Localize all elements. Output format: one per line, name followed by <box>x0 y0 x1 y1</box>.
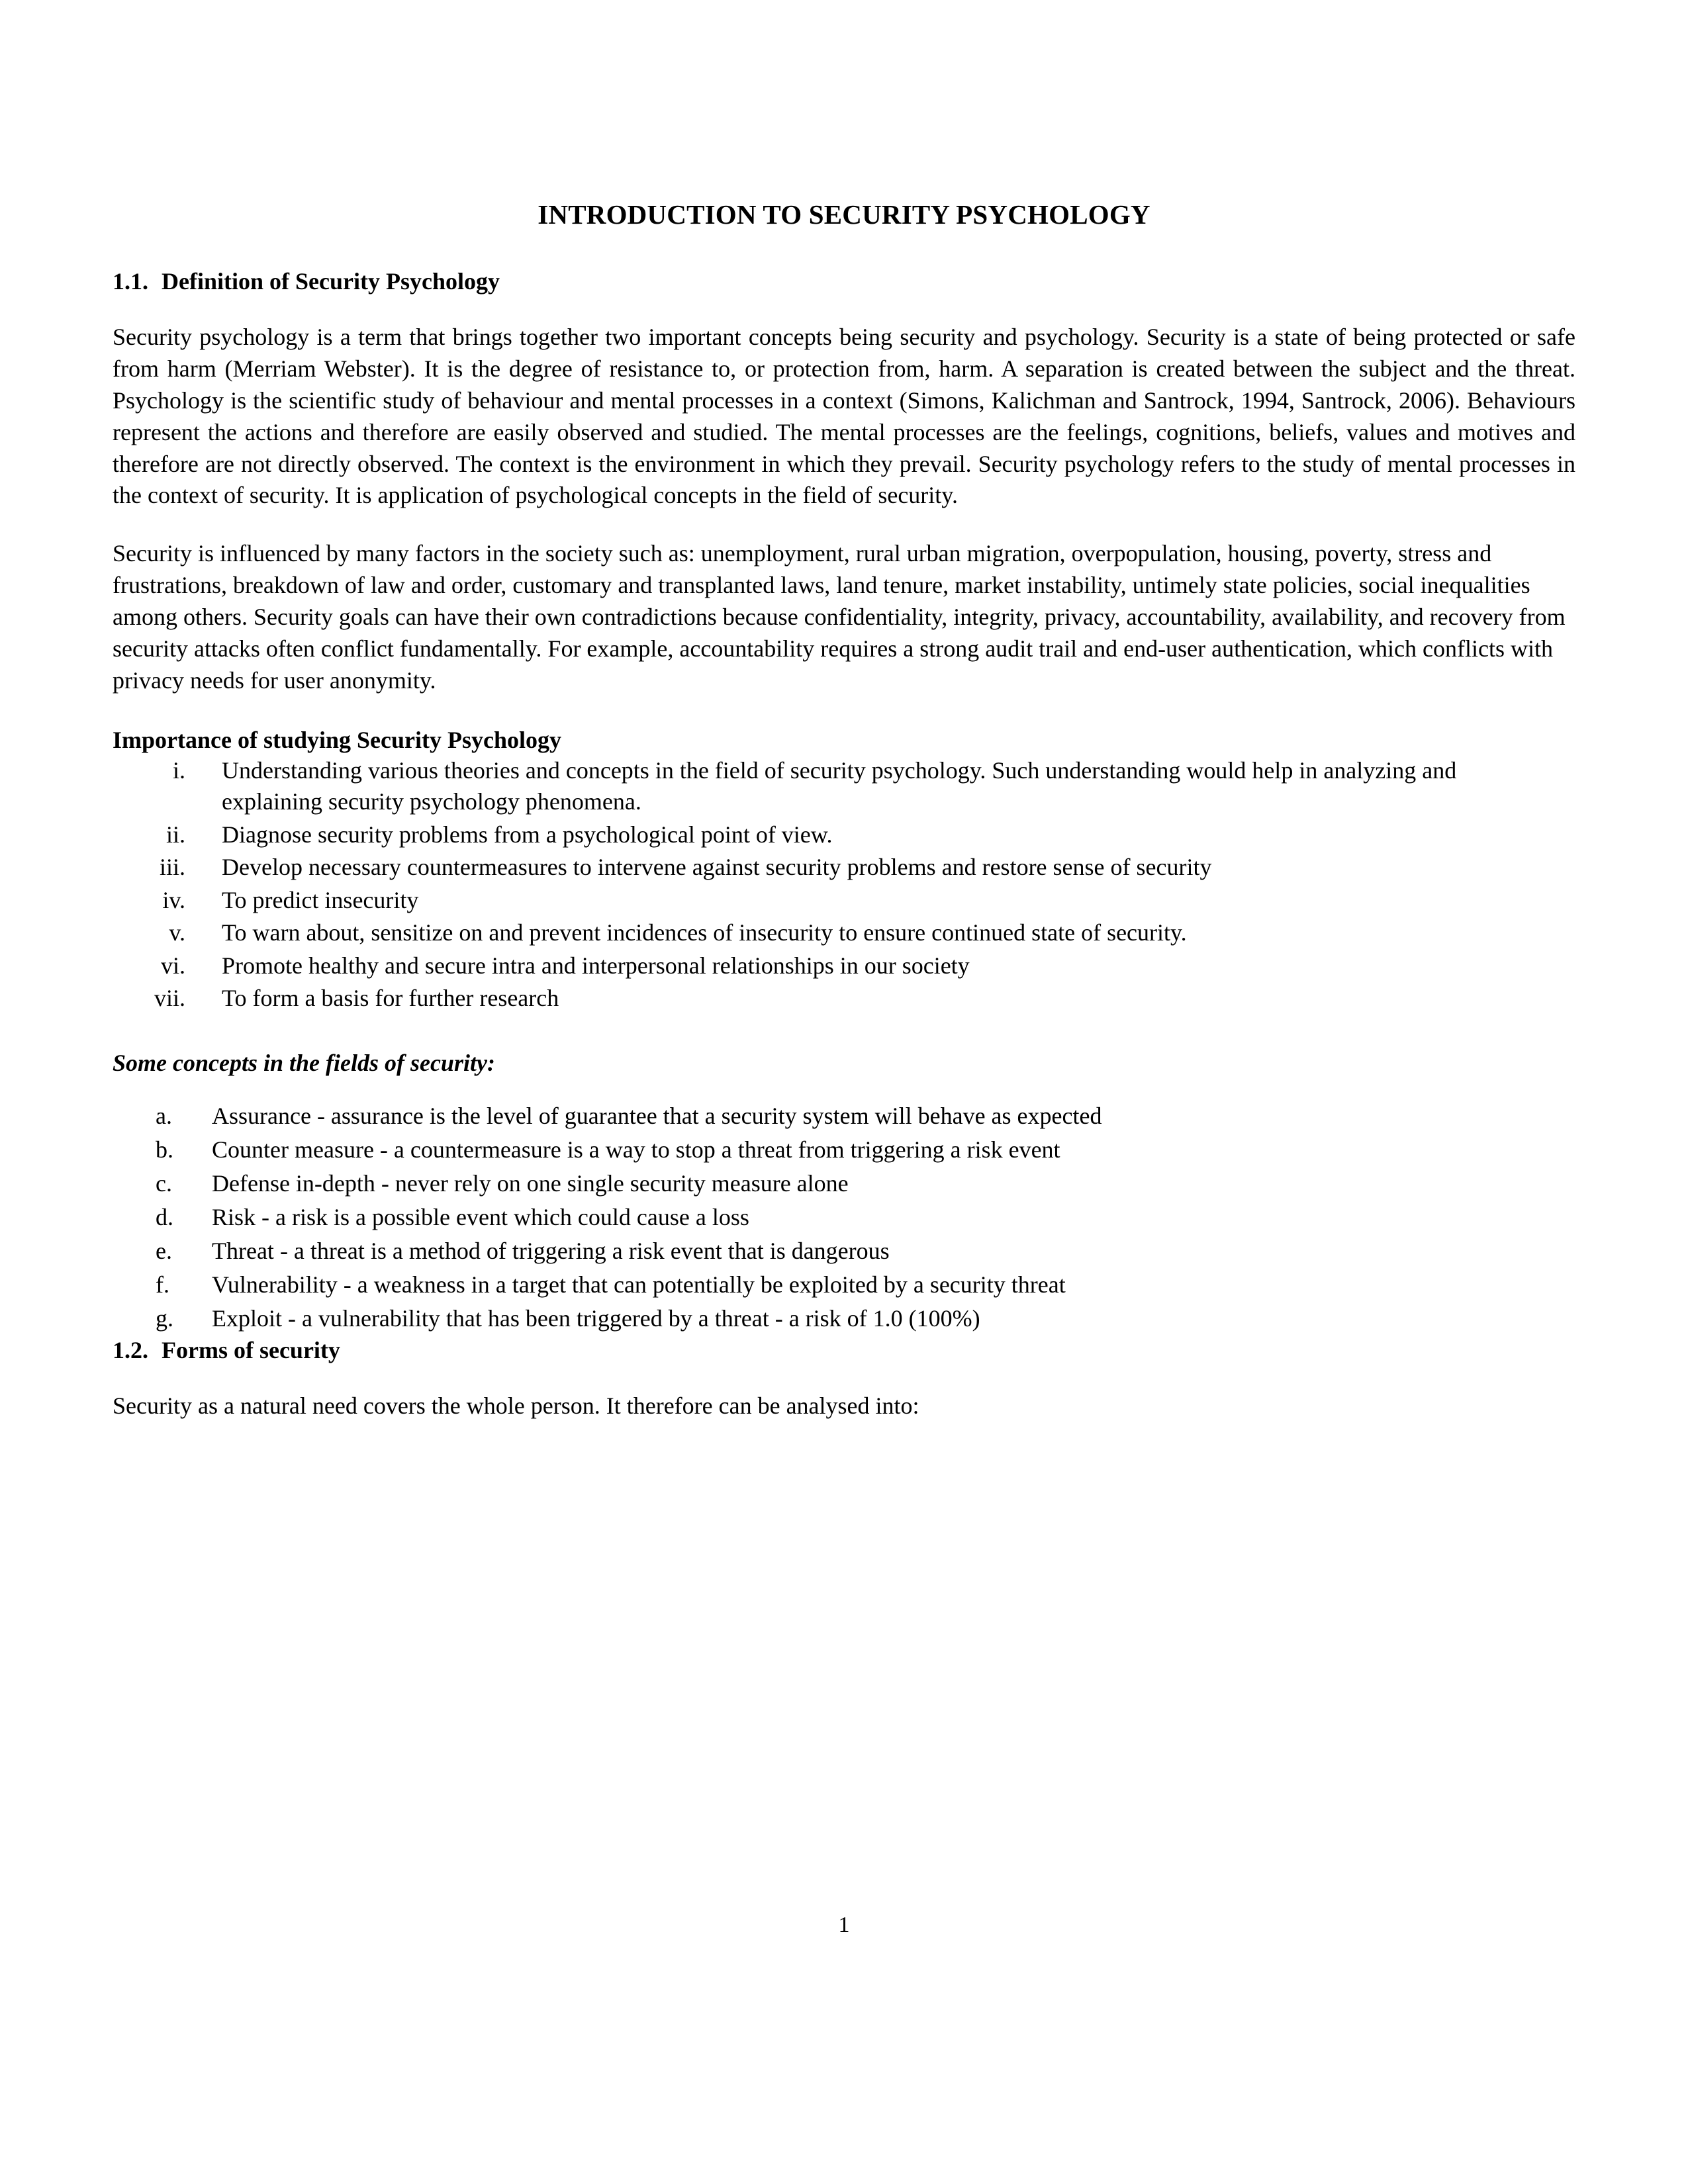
list-item <box>113 1167 1575 1201</box>
list-marker: c. <box>156 1169 172 1197</box>
concepts-heading: Some concepts in the fields of security: <box>113 1049 495 1076</box>
list-text: Understanding various theories and concepts in the field of security psychology. Such understanding would help in analyzing and explaining security psychology phenomena. <box>222 756 1457 815</box>
section-heading-1-2 <box>113 1336 1575 1364</box>
list-item <box>113 852 1575 884</box>
section-number-1-1: 1.1. <box>113 268 148 295</box>
list-text: Risk - a risk is a possible event which could cause a loss <box>212 1204 749 1231</box>
list-text: Counter measure - a countermeasure is a way to stop a threat from triggering a risk event <box>212 1136 1060 1163</box>
list-marker: iii. <box>159 854 185 881</box>
paragraph-definition: Security psychology is a term that brings together two important concepts being security and psychology. Security is a state of being protected or safe from harm (Merriam Webster). It is the degree of resistance to, or protection from, harm. A separation is created between the subject and the threat. Psychology is the scientific study of behaviour and mental processes in a context (Simons, Kalichman and Santrock, 1994, Santrock, 2006). Behaviours represent the actions and therefore are easily observed and studied. The mental processes are the feelings, cognitions, beliefs, values and motives and therefore are not directly observed. The context is the environment in which they prevail. Security psychology refers to the study of mental processes in the context of security. It is application of psychological concepts in the field of security. <box>113 324 1575 509</box>
page-number: 1 <box>838 1913 850 1937</box>
importance-heading: Importance of studying Security Psychology <box>113 726 561 753</box>
list-marker: vi. <box>160 952 185 979</box>
list-item <box>113 755 1575 818</box>
list-item <box>113 1302 1575 1336</box>
list-text: Exploit - a vulnerability that has been triggered by a threat - a risk of 1.0 (100%) <box>212 1305 980 1332</box>
list-text: To warn about, sensitize on and prevent incidences of insecurity to ensure continued state of security. <box>222 919 1187 946</box>
paragraph-forms-intro: Security as a natural need covers the whole person. It therefore can be analysed into: <box>113 1392 919 1419</box>
section-heading-text-1-2: Forms of security <box>162 1336 340 1363</box>
list-item <box>113 819 1575 851</box>
section-heading-1-1 <box>113 267 1575 295</box>
list-marker: ii. <box>165 821 185 848</box>
list-marker: v. <box>169 919 185 946</box>
list-item <box>113 983 1575 1015</box>
list-marker: a. <box>156 1102 172 1129</box>
list-marker: f. <box>156 1271 169 1298</box>
list-item <box>113 1268 1575 1302</box>
importance-list <box>113 755 1575 1015</box>
paragraph-factors: Security is influenced by many factors in the society such as: unemployment, rural urban migration, overpopulation, housing, poverty, stress and frustrations, breakdown of law and order, customary and transplanted laws, land tenure, market instability, untimely state policies, social inequalities among others. Security goals can have their own contradictions because confidentiality, integrity, privacy, accountability, availability, and recovery from security attacks often conflict fundamentally. For example, accountability requires a strong audit trail and end-user authentication, which conflicts with privacy needs for user anonymity. <box>113 540 1566 694</box>
list-item <box>113 1201 1575 1234</box>
list-marker: iv. <box>162 886 185 913</box>
section-heading-text-1-1: Definition of Security Psychology <box>162 268 500 295</box>
list-text: Develop necessary countermeasures to intervene against security problems and restore sense of security <box>222 854 1212 881</box>
list-marker: b. <box>156 1136 173 1163</box>
list-text: Defense in-depth - never rely on one single security measure alone <box>212 1169 849 1197</box>
list-item <box>113 950 1575 982</box>
list-marker: i. <box>172 756 185 784</box>
concepts-list <box>113 1099 1575 1336</box>
list-item <box>113 1133 1575 1167</box>
list-text: Diagnose security problems from a psychological point of view. <box>222 821 833 848</box>
list-item <box>113 885 1575 917</box>
list-text: Threat - a threat is a method of triggering a risk event that is dangerous <box>212 1238 890 1265</box>
list-marker: e. <box>156 1238 172 1265</box>
list-text: Vulnerability - a weakness in a target that can potentially be exploited by a security threat <box>212 1271 1066 1298</box>
list-marker: g. <box>156 1305 173 1332</box>
page-title: INTRODUCTION TO SECURITY PSYCHOLOGY <box>538 199 1150 230</box>
list-marker: d. <box>156 1204 173 1231</box>
list-item <box>113 917 1575 949</box>
list-marker: vii. <box>154 985 185 1012</box>
list-text: To predict insecurity <box>222 886 419 913</box>
list-item <box>113 1234 1575 1268</box>
list-item <box>113 1099 1575 1133</box>
list-text: To form a basis for further research <box>222 985 559 1012</box>
list-text: Promote healthy and secure intra and interpersonal relationships in our society <box>222 952 970 979</box>
section-number-1-2: 1.2. <box>113 1336 148 1363</box>
list-text: Assurance - assurance is the level of guarantee that a security system will behave as expected <box>212 1102 1102 1129</box>
